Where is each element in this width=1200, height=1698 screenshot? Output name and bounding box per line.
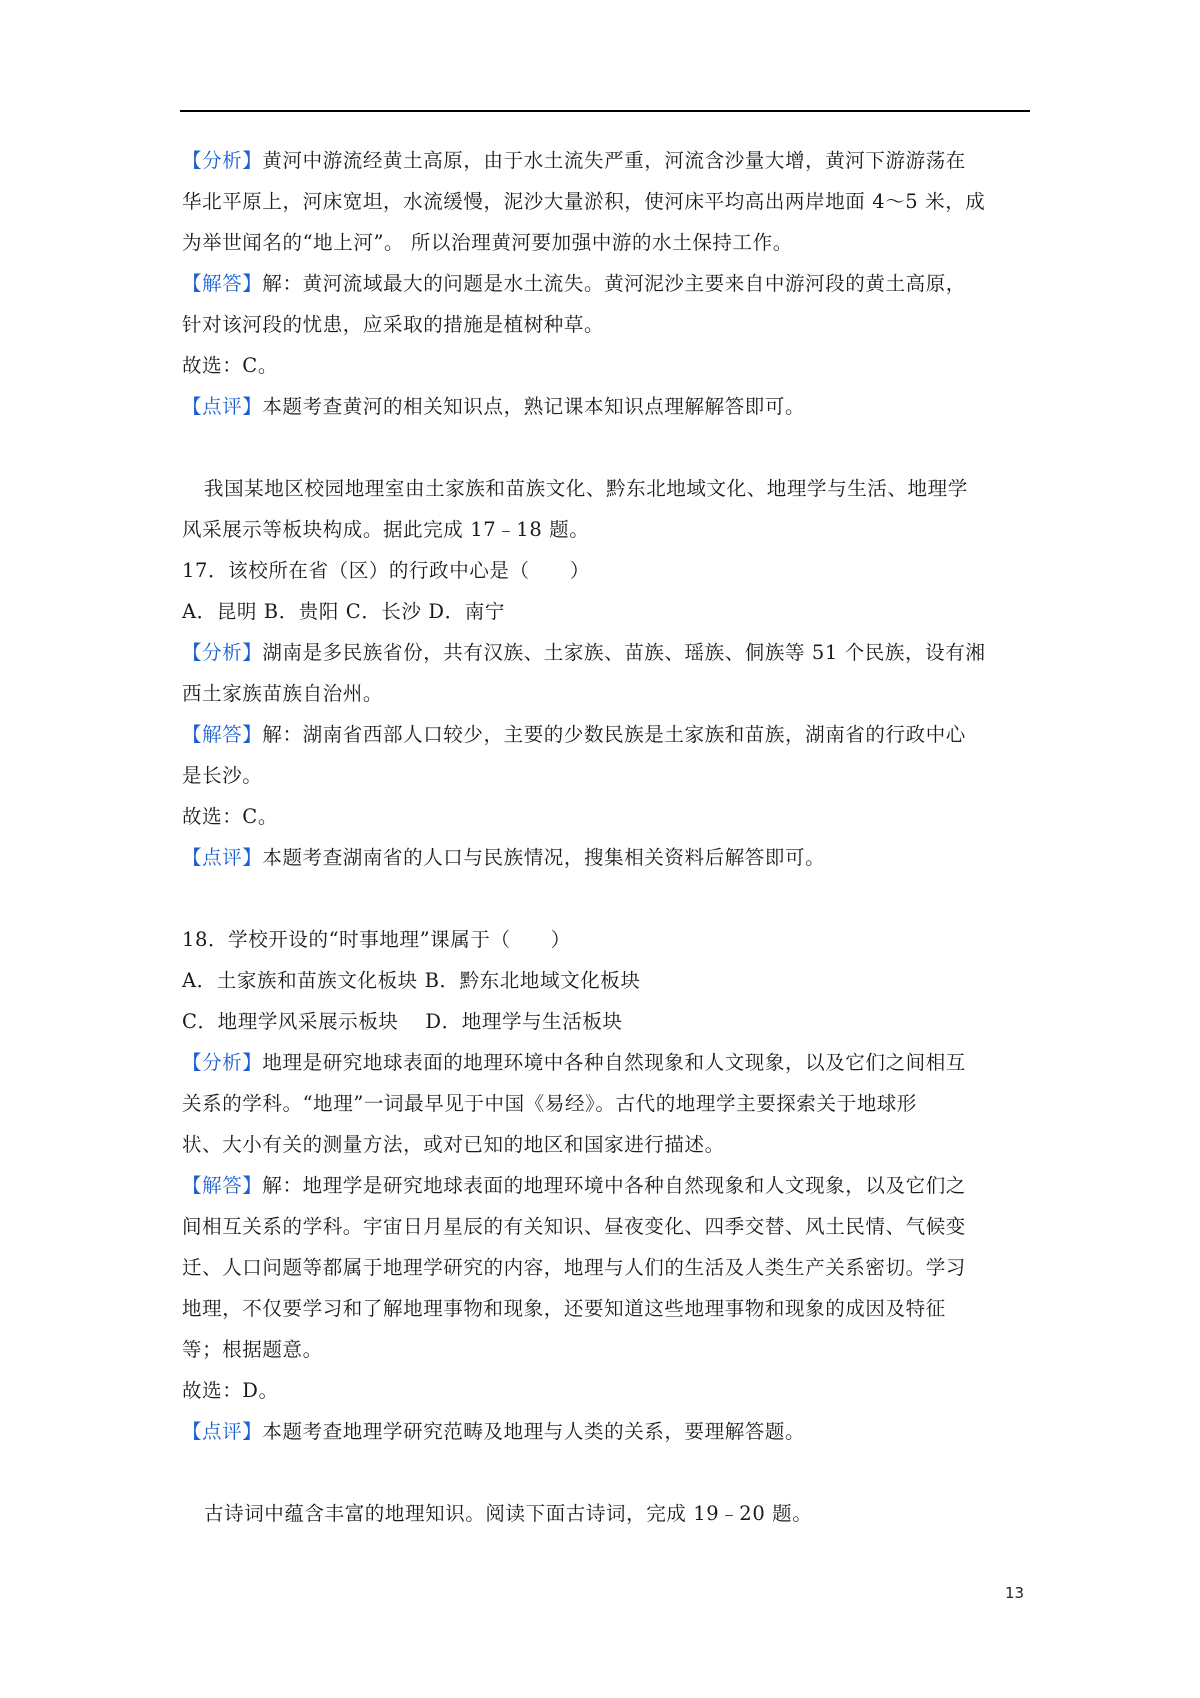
analysis-tag: 【分析】 (182, 641, 263, 664)
analysis-tag: 【分析】 (182, 1051, 263, 1074)
q17-analysis-line-1: 【分析】湖南是多民族省份，共有汉族、土家族、苗族、瑶族、侗族等 51 个民族，设有湘 (182, 641, 986, 664)
comment-tag: 【点评】 (182, 846, 263, 869)
spacer (182, 878, 1028, 919)
q16-comment: 【点评】本题考查黄河的相关知识点，熟记课本知识点理解解答即可。 (182, 395, 806, 418)
q18-analysis-line-1: 【分析】地理是研究地球表面的地理环境中各种自然现象和人文现象，以及它们之间相互 (182, 1051, 966, 1074)
q18-analysis-line-3: 状、大小有关的测量方法，或对已知的地区和国家进行描述。 (182, 1133, 725, 1156)
q18-question: 18．学校开设的“时事地理”课属于（ ） (182, 928, 571, 951)
q18-analysis-line-2: 关系的学科。“地理”一词最早见于中国《易经》。古代的地理学主要探索关于地球形 (182, 1092, 917, 1115)
q17-answer-line-1: 【解答】解：湖南省西部人口较少，主要的少数民族是土家族和苗族，湖南省的行政中心 (182, 723, 966, 746)
q18-comment: 【点评】本题考查地理学研究范畴及地理与人类的关系，要理解答题。 (182, 1420, 806, 1443)
q18-options-line-1: A．土家族和苗族文化板块 B．黔东北地域文化板块 (182, 969, 641, 992)
q16-analysis-line-3: 为举世闻名的“地上河”。 所以治理黄河要加强中游的水土保持工作。 (182, 231, 793, 254)
q18-options-line-2: C．地理学风采展示板块 D．地理学与生活板块 (182, 1010, 623, 1033)
q16-answer-line-1: 【解答】解：黄河流域最大的问题是水土流失。黄河泥沙主要来自中游河段的黄土高原， (182, 272, 966, 295)
header-rule (180, 110, 1030, 112)
answer-tag: 【解答】 (182, 723, 263, 746)
q17-answer-line-2: 是长沙。 (182, 764, 263, 787)
q16-analysis-line-1: 【分析】黄河中游流经黄土高原，由于水土流失严重，河流含沙量大增，黄河下游游荡在 (182, 149, 966, 172)
spacer (182, 427, 1028, 468)
q17-analysis-line-2: 西土家族苗族自治州。 (182, 682, 384, 705)
q18-answer-line-3: 迁、人口问题等都属于地理学研究的内容，地理与人们的生活及人类生产关系密切。学习 (182, 1256, 966, 1279)
analysis-tag: 【分析】 (182, 149, 263, 172)
q16-choice: 故选：C。 (182, 354, 278, 377)
q16-analysis-line-2: 华北平原上，河床宽坦，水流缓慢，泥沙大量淤积，使河床平均高出两岸地面 4～5 米，成 (182, 190, 986, 213)
answer-tag: 【解答】 (182, 272, 263, 295)
q17-choice: 故选：C。 (182, 805, 278, 828)
q18-answer-line-4: 地理，不仅要学习和了解地理事物和现象，还要知道这些地理事物和现象的成因及特征 (182, 1297, 946, 1320)
answer-tag: 【解答】 (182, 1174, 263, 1197)
spacer (182, 1452, 1028, 1493)
q17-options: A．昆明 B．贵阳 C．长沙 D．南宁 (182, 600, 505, 623)
intro-17-18-line-1: 我国某地区校园地理室由土家族和苗族文化、黔东北地域文化、地理学与生活、地理学 (204, 477, 968, 500)
q18-answer-line-2: 间相互关系的学科。宇宙日月星辰的有关知识、昼夜变化、四季交替、风土民情、气候变 (182, 1215, 966, 1238)
q18-answer-line-5: 等；根据题意。 (182, 1338, 323, 1361)
intro-19-20: 古诗词中蕴含丰富的地理知识。阅读下面古诗词，完成 19﹣20 题。 (204, 1502, 813, 1525)
q18-answer-line-1: 【解答】解：地理学是研究地球表面的地理环境中各种自然现象和人文现象，以及它们之 (182, 1174, 966, 1197)
q16-answer-line-2: 针对该河段的忧患，应采取的措施是植树种草。 (182, 313, 605, 336)
page-number: 13 (1005, 1584, 1025, 1602)
comment-tag: 【点评】 (182, 395, 263, 418)
comment-tag: 【点评】 (182, 1420, 263, 1443)
q17-question: 17．该校所在省（区）的行政中心是（ ） (182, 559, 590, 582)
q17-comment: 【点评】本题考查湖南省的人口与民族情况，搜集相关资料后解答即可。 (182, 846, 826, 869)
page-content (182, 140, 1028, 1534)
intro-17-18-line-2: 风采展示等板块构成。据此完成 17﹣18 题。 (182, 518, 590, 541)
q18-choice: 故选：D。 (182, 1379, 279, 1402)
